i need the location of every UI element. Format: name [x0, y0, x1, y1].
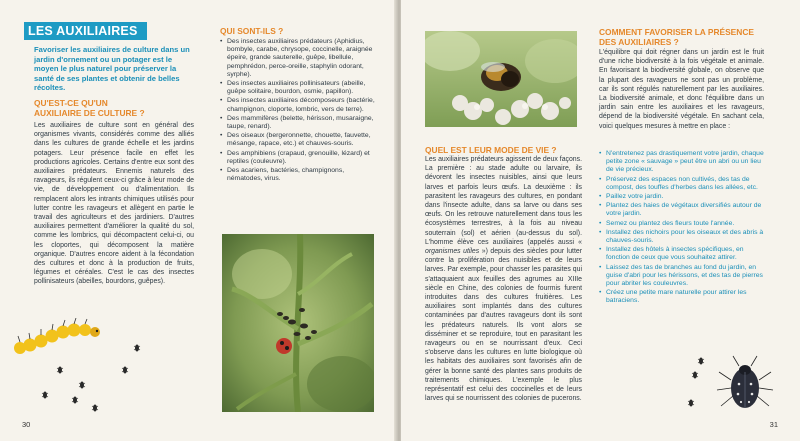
list-item: • N'entretenez pas drastiquement votre jardin, chaque petite zone « sauvage » peut être un abri ou un lieu de vie précieux. — [599, 150, 764, 175]
list-item: • Préservez des espaces non cultivés, des tas de compost, des touffes d'herbes dans les allées, etc. — [599, 176, 764, 192]
list-item: • Semez ou plantez des fleurs toute l'année. — [599, 220, 764, 228]
page-number: 31 — [769, 420, 778, 429]
aphids-photo — [222, 234, 374, 412]
list-item: • Des oiseaux (bergeronnette, chouette, fauvette, mésange, rapace, etc.) et chauves-souris. — [220, 132, 380, 148]
list-item: • Des acariens, bactéries, champignons, nématodes, virus. — [220, 167, 380, 183]
heading-what-is: QU'EST-CE QU'UN AUXILIAIRE DE CULTURE ? — [34, 98, 145, 118]
heading-who-are-they: QUI SONT-ILS ? — [220, 26, 284, 36]
measures-list — [599, 150, 764, 307]
list-item: • Des insectes auxiliaires prédateurs (Aphidius, bombyle, carabe, chrysope, coccinelle, araignée épeire, grande sauterelle, guêpe, libellule, pemphrédon, perce-oreille, staphylin odorant, syrphe). — [220, 38, 380, 79]
way-of-life-italic: organismes utiles — [425, 248, 480, 256]
list-item: • Créez une petite mare naturelle pour attirer les batraciens. — [599, 289, 764, 305]
list-item: • Des mammifères (belette, hérisson, musaraigne, taupe, renard). — [220, 115, 380, 131]
heading-how-to-favor: COMMENT FAVORISER LA PRÉSENCE DES AUXILIAIRES ? — [599, 27, 754, 47]
auxiliary-list — [220, 38, 380, 184]
list-item: • Des insectes auxiliaires pollinisateurs (abeille, guêpe solitaire, bourdon, osmie, papillon). — [220, 80, 380, 96]
list-item: • Des insectes auxiliaires décomposeurs (bactérie, champignon, cloporte, lombric, vers de terre). — [220, 97, 380, 113]
list-item: • Installez des nichoirs pour les oiseaux et des abris à chauves-souris. — [599, 229, 764, 245]
section-title: LES AUXILIAIRES — [24, 22, 147, 40]
heading-way-of-life: QUEL EST LEUR MODE DE VIE ? — [425, 145, 557, 155]
bee-photo — [425, 31, 577, 127]
what-is-body: Les auxiliaires de culture sont en général des organismes vivants, considérés comme des alliés dans les cultures de grande échelle et les jardins potagers. Leur présence facile en effet les productions agricoles. Certains d'entre eux sont des auxiliaires prédateurs. Ennemis naturels des ravageurs, ils régulent ceux-ci grâce à leur mode de vie, de développement ou d'alimentation. Ils remplacent alors les intrants chimiques utilisés pour lutter contre les ravageurs et allègent en partie le travail des agriculteurs et des jardiniers. D'autres auxiliaires permettent d'améliorer la qualité du sol, comme les lombrics, qui décompactent celui-ci, ou les cloportes, qui décomposent la matière organique. D'autres encore aident à la fécondation des cultures et donc à la production de fruits, légumes et céréales. C'est le cas des insectes pollinisateurs (abeilles, bourdons, guêpes). — [34, 122, 194, 286]
list-item: • Paillez votre jardin. — [599, 193, 764, 201]
ants-illustration — [20, 340, 170, 420]
beetle-illustration — [711, 350, 781, 420]
ants-illustration — [681, 355, 721, 415]
right-page — [401, 0, 800, 441]
page-number: 30 — [22, 420, 31, 429]
list-item: • Laissez des tas de branches au fond du jardin, en guise d'abri pour les hérissons, et des tas de pierres pour abriter les couleuvres. — [599, 264, 764, 289]
way-of-life-text-1: Les auxiliaires prédateurs agissent de deux façons. La première : au stade adulte ou larvaire, ils dévorent les insectes nuisibles, ainsi que leurs larves et parfois leurs œufs. La deuxième : ils parasitent les ravageurs des cultures, en pondant dans l'insecte adulte, dans sa larve ou dans ses œufs. On les retrouve naturellement dans tous les écosystèmes terrestres, à la fois au niveau souterrain (sol) et aérien (au-dessus du sol). L'homme élève ces auxiliaires (appelés aussi « — [425, 156, 582, 246]
how-to-favor-body: L'équilibre qui doit régner dans un jardin est le fruit d'une riche biodiversité à la fois végétale et animale. En favorisant la biodiversité globale, on observe que la plupart des ravageurs ne sont pas un problème, car ils sont régulés naturellement par les auxiliaires. La biodiversité animale, et donc l'équilibre dans un jardin sain entre les auxiliaires et les ravageurs, dépend de la biodiversité végétale. En sachant cela, voici quelques mesures à mettre en place : — [599, 49, 764, 130]
intro-text: Favoriser les auxiliaires de culture dans un jardin d'ornement ou un potager est le moyen le plus naturel pour préserver la santé de ses plantes et obtenir de belles récoltes. — [34, 45, 190, 93]
way-of-life-body — [425, 155, 582, 403]
list-item: • Installez des hôtels à insectes spécifiques, en fonction de ceux que vous souhaitez attirer. — [599, 246, 764, 262]
way-of-life-text-2: ») depuis des siècles pour lutter contre la prolifération des nuisibles et de leurs larves. Par exemple, pour chasser les parasites qui s'attaquaient aux feuilles des agrumes au XIIIe siècle en Chine, des colonies de fourmis furent introduites dans des cultures fruitières. Les auxiliaires sont implantés dans des cultures contaminées par d'autres ravageurs dont ils sont les prédateurs naturels. Ils vont alors se disséminer et se reproduire, tout en parasitant les ravageurs ou en se nourrissant d'eux. Ceci s'observe dans les cultures en lutte biologique où les habitats des auxiliaires sont favorisés afin de gérer la bonne santé des plantes sans produits de traitements chimiques. L'exemple le plus représentatif est celui des coccinelles et de leurs larves qui se nourrissent des colonies de pucerons. — [425, 248, 582, 403]
list-item: • Plantez des haies de végétaux diversifiés autour de votre jardin. — [599, 202, 764, 218]
left-page — [0, 0, 398, 441]
list-item: • Des amphibiens (crapaud, grenouille, lézard) et reptiles (couleuvre). — [220, 150, 380, 166]
